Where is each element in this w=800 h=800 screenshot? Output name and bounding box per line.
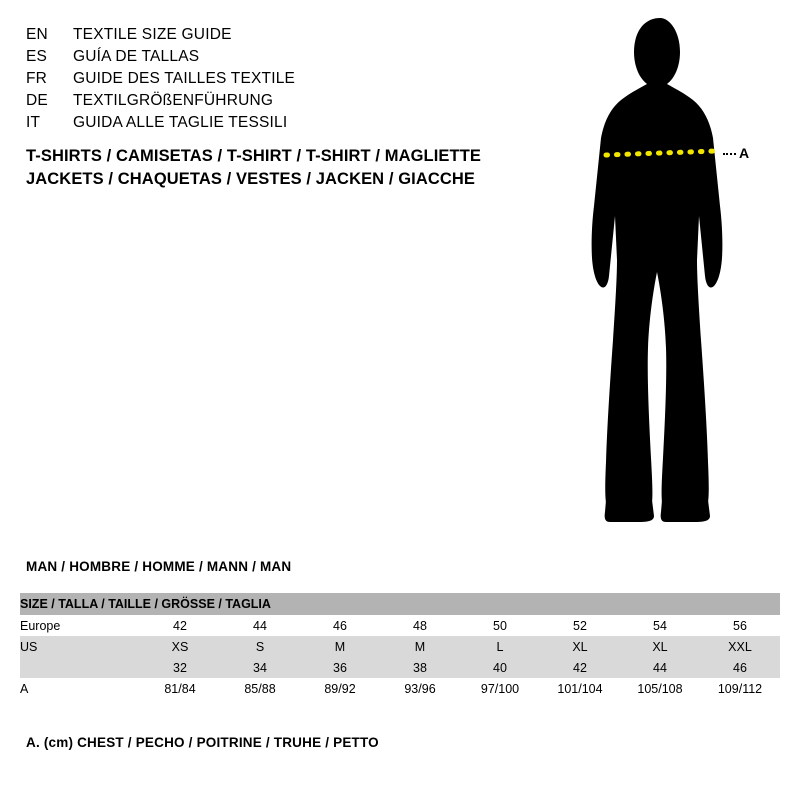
table-footnote: A. (cm) CHEST / PECHO / POITRINE / TRUHE / PETTO bbox=[26, 735, 379, 750]
garment-line-tshirts: T-SHIRTS / CAMISETAS / T-SHIRT / T-SHIRT / MAGLIETTE bbox=[26, 147, 481, 165]
cell-a-1: 85/88 bbox=[220, 678, 300, 699]
language-code-fr: FR bbox=[26, 70, 48, 87]
language-code-en: EN bbox=[26, 26, 48, 43]
cell-usnum-3: 38 bbox=[380, 657, 460, 678]
cell-europe-0: 42 bbox=[140, 615, 220, 636]
cell-usnum-2: 36 bbox=[300, 657, 380, 678]
cell-usnum-6: 44 bbox=[620, 657, 700, 678]
cell-a-4: 97/100 bbox=[460, 678, 540, 699]
measure-label-a: A bbox=[739, 145, 750, 161]
language-text-de: TEXTILGRÖßENFÜHRUNG bbox=[73, 92, 274, 109]
language-code-es: ES bbox=[26, 48, 48, 65]
language-code-it: IT bbox=[26, 114, 41, 131]
cell-us-0: XS bbox=[140, 636, 220, 657]
cell-europe-2: 46 bbox=[300, 615, 380, 636]
cell-a-2: 89/92 bbox=[300, 678, 380, 699]
table-header-label: SIZE / TALLA / TAILLE / GRÖSSE / TAGLIA bbox=[20, 593, 780, 615]
language-text-es: GUÍA DE TALLAS bbox=[73, 48, 200, 65]
row-label-europe: Europe bbox=[20, 615, 140, 636]
cell-us-7: XXL bbox=[700, 636, 780, 657]
row-label-us: US bbox=[20, 636, 140, 657]
language-row-fr bbox=[26, 68, 506, 90]
measure-leader-dash-icon bbox=[723, 153, 736, 155]
cell-a-6: 105/108 bbox=[620, 678, 700, 699]
cell-europe-3: 48 bbox=[380, 615, 460, 636]
language-row-es bbox=[26, 46, 506, 68]
table-header-row bbox=[20, 593, 780, 615]
cell-us-4: L bbox=[460, 636, 540, 657]
table-row bbox=[20, 678, 780, 699]
cell-usnum-0: 32 bbox=[140, 657, 220, 678]
cell-usnum-4: 40 bbox=[460, 657, 540, 678]
cell-us-2: M bbox=[300, 636, 380, 657]
garment-line-jackets: JACKETS / CHAQUETAS / VESTES / JACKEN / GIACCHE bbox=[26, 170, 476, 188]
silhouette-path bbox=[592, 18, 723, 502]
body-silhouette-figure bbox=[520, 10, 800, 540]
cell-a-3: 93/96 bbox=[380, 678, 460, 699]
table-row bbox=[20, 636, 780, 657]
cell-us-1: S bbox=[220, 636, 300, 657]
cell-a-0: 81/84 bbox=[140, 678, 220, 699]
language-text-fr: GUIDE DES TAILLES TEXTILE bbox=[73, 70, 296, 87]
cell-a-7: 109/112 bbox=[700, 678, 780, 699]
silhouette-svg bbox=[520, 10, 800, 540]
silhouette-feet-path bbox=[605, 500, 710, 522]
language-header-block bbox=[26, 24, 506, 134]
cell-a-5: 101/104 bbox=[540, 678, 620, 699]
language-code-de: DE bbox=[26, 92, 48, 109]
language-text-it: GUIDA ALLE TAGLIE TESSILI bbox=[73, 114, 288, 131]
language-row-en bbox=[26, 24, 506, 46]
table-row bbox=[20, 615, 780, 636]
table-section-title: MAN / HOMBRE / HOMME / MANN / MAN bbox=[26, 559, 292, 574]
cell-us-5: XL bbox=[540, 636, 620, 657]
row-label-us-numeric bbox=[20, 657, 140, 678]
cell-europe-5: 52 bbox=[540, 615, 620, 636]
cell-europe-4: 50 bbox=[460, 615, 540, 636]
garment-type-list bbox=[26, 145, 546, 191]
row-label-a: A bbox=[20, 678, 140, 699]
cell-usnum-5: 42 bbox=[540, 657, 620, 678]
language-row-it bbox=[26, 112, 506, 134]
size-table bbox=[20, 593, 780, 699]
cell-europe-6: 54 bbox=[620, 615, 700, 636]
cell-europe-1: 44 bbox=[220, 615, 300, 636]
language-row-de bbox=[26, 90, 506, 112]
cell-usnum-1: 34 bbox=[220, 657, 300, 678]
language-text-en: TEXTILE SIZE GUIDE bbox=[73, 26, 232, 43]
cell-us-3: M bbox=[380, 636, 460, 657]
cell-europe-7: 56 bbox=[700, 615, 780, 636]
cell-usnum-7: 46 bbox=[700, 657, 780, 678]
cell-us-6: XL bbox=[620, 636, 700, 657]
table-row bbox=[20, 657, 780, 678]
